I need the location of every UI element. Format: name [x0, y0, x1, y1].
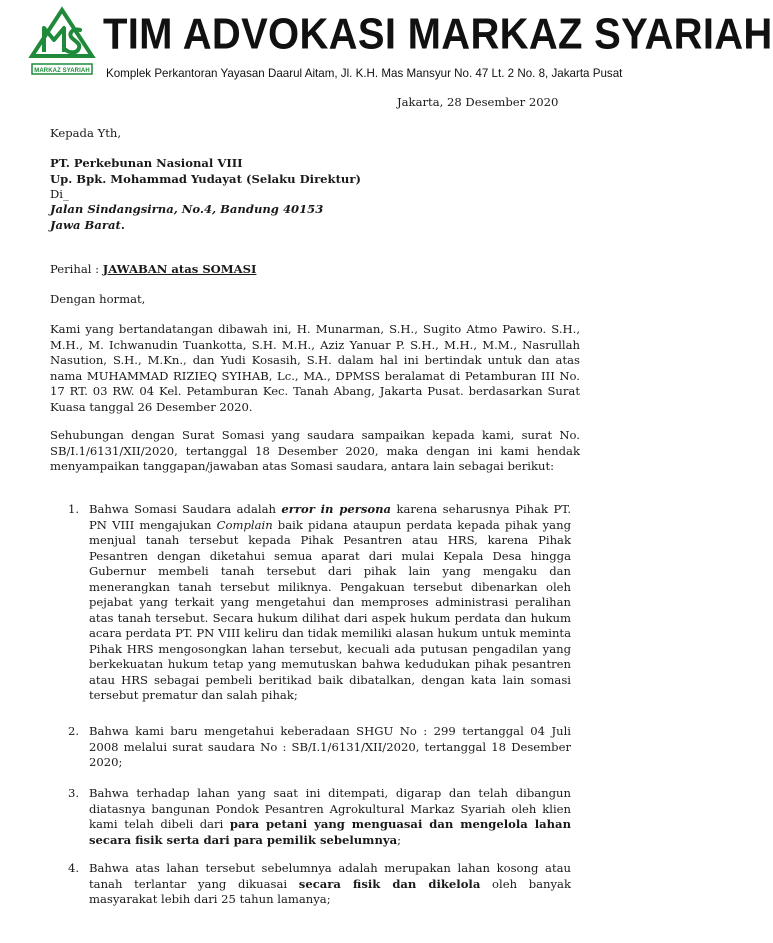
- point-4-emphasis: secara fisik dan dikelola: [298, 876, 481, 891]
- point-1-italic-term: Complain: [216, 517, 273, 532]
- recipient-attention: Up. Bpk. Mohammad Yudayat (Selaku Direktur): [50, 172, 361, 186]
- point-2-number: 2.: [68, 724, 80, 738]
- point-3-number: 3.: [68, 786, 80, 800]
- subject-line: [50, 262, 256, 278]
- point-1-number: 1.: [68, 502, 80, 516]
- recipient-greeting: Kepada Yth,: [50, 126, 122, 140]
- point-1-emphasis: error in persona: [281, 502, 392, 516]
- point-3-text: Bahwa terhadap lahan yang saat ini ditempati, digarap dan telah dibangun diatasnya bangunan Pondok Pesantren Agrokultural Markaz Syariah oleh klien kami telah dibeli dari para petani yang menguasai dan mengelola lahan secara fisik serta dari para pemilik sebelumnya;: [89, 786, 572, 847]
- point-4-text: Bahwa atas lahan tersebut sebelumnya adalah merupakan lahan kosong atau tanah terlantar yang dikuasai secara fisik dan dikelola oleh banyak masyarakat lebih dari 25 tahun lamanya;: [89, 861, 571, 906]
- intro-paragraph: Kami yang bertandatangan dibawah ini, H. Munarman, S.H., Sugito Atmo Pawiro. S.H., M.H., M. Ichwanudin Tuankotta, S.H. M.H., Aziz Yanuar P. S.H., M.H., M.M., Nasrullah Nasution, S.H., M.Kn., dan Yudi Kosasih, S.H. dalam hal ini bertindak untuk dan atas nama MUHAMMAD RIZIEQ SYIHAB, Lc., MA., DPMSS beralamat di Petamburan III No. 17 RT. 03 RW. 04 Kel. Petamburan Kec. Tanah Abang, Jakarta Pusat. berdasarkan Surat Kuasa tanggal 26 Desember 2020.: [50, 322, 580, 414]
- point-3-emphasis: para petani yang menguasai dan mengelola lahan secara fisik serta dari para pemilik sebelumnya: [89, 817, 572, 847]
- logo-caption: MARKAZ SYARIAH: [34, 68, 90, 74]
- recipient-di: Di_: [50, 187, 69, 201]
- point-1-text: Bahwa Somasi Saudara adalah error in persona karena seharusnya Pihak PT. PN VIII mengajukan Complain baik pidana ataupun perdata kepada pihak yang menjual tanah tersebut kepada Pihak Pesantren atau HRS, karena Pihak Pesantren dengan diketahui semua aparat dari mulai Kepala Desa hingga Gubernur membeli tanah tersebut dari pihak lain yang mengaku dan menerangkan tanah tersebut miliknya. Pengakuan tersebut dibenarkan oleh pejabat yang terkait yang mengetahui dan memproses administrasi peralihan atas tanah tersebut. Secara hukum dilihat dari aspek hukum perdata dan hukum acara perdata PT. PN VIII keliru dan tidak memiliki alasan hukum untuk meminta Pihak HRS mengosongkan lahan tersebut, kecuali ada putusan pengadilan yang berkekuatan hukum tetap yang memutuskan bahwa kedudukan pihak pesantren atau HRS sebagai pembeli beritikad baik dibatalkan, dengan kata lain somasi tersebut prematur dan salah pihak;: [89, 502, 572, 702]
- subject-label: Perihal :: [50, 262, 103, 276]
- organization-address: Komplek Perkantoran Yayasan Daarul Aitam, Jl. K.H. Mas Mansyur No. 47 Lt. 2 No. 8, Jakarta Pusat: [106, 67, 623, 80]
- recipient-company: PT. Perkebunan Nasional VIII: [50, 156, 243, 170]
- organization-name: TIM ADVOKASI MARKAZ SYARIAH: [103, 10, 773, 59]
- point-2-text: Bahwa kami baru mengetahui keberadaan SHGU No : 299 tertanggal 04 Juli 2008 melalui surat saudara No : SB/I.1/6131/XII/2020, tertanggal 18 Desember 2020;: [89, 724, 571, 769]
- recipient-province: Jawa Barat.: [50, 218, 125, 232]
- point-4-number: 4.: [68, 861, 80, 875]
- subject-value: JAWABAN atas SOMASI: [102, 262, 257, 276]
- context-paragraph: Sehubungan dengan Surat Somasi yang saudara sampaikan kepada kami, surat No. SB/I.1/6131/XII/2020, tertanggal 18 Desember 2020, maka dengan ini kami hendak menyampaikan tanggapan/jawaban atas Somasi saudara, antara lain sebagai berikut:: [50, 428, 580, 473]
- letter-date: Jakarta, 28 Desember 2020: [397, 95, 559, 109]
- markaz-syariah-logo-icon: [30, 8, 94, 88]
- recipient-street: Jalan Sindangsirna, No.4, Bandung 40153: [50, 202, 324, 216]
- salutation: Dengan hormat,: [50, 292, 146, 306]
